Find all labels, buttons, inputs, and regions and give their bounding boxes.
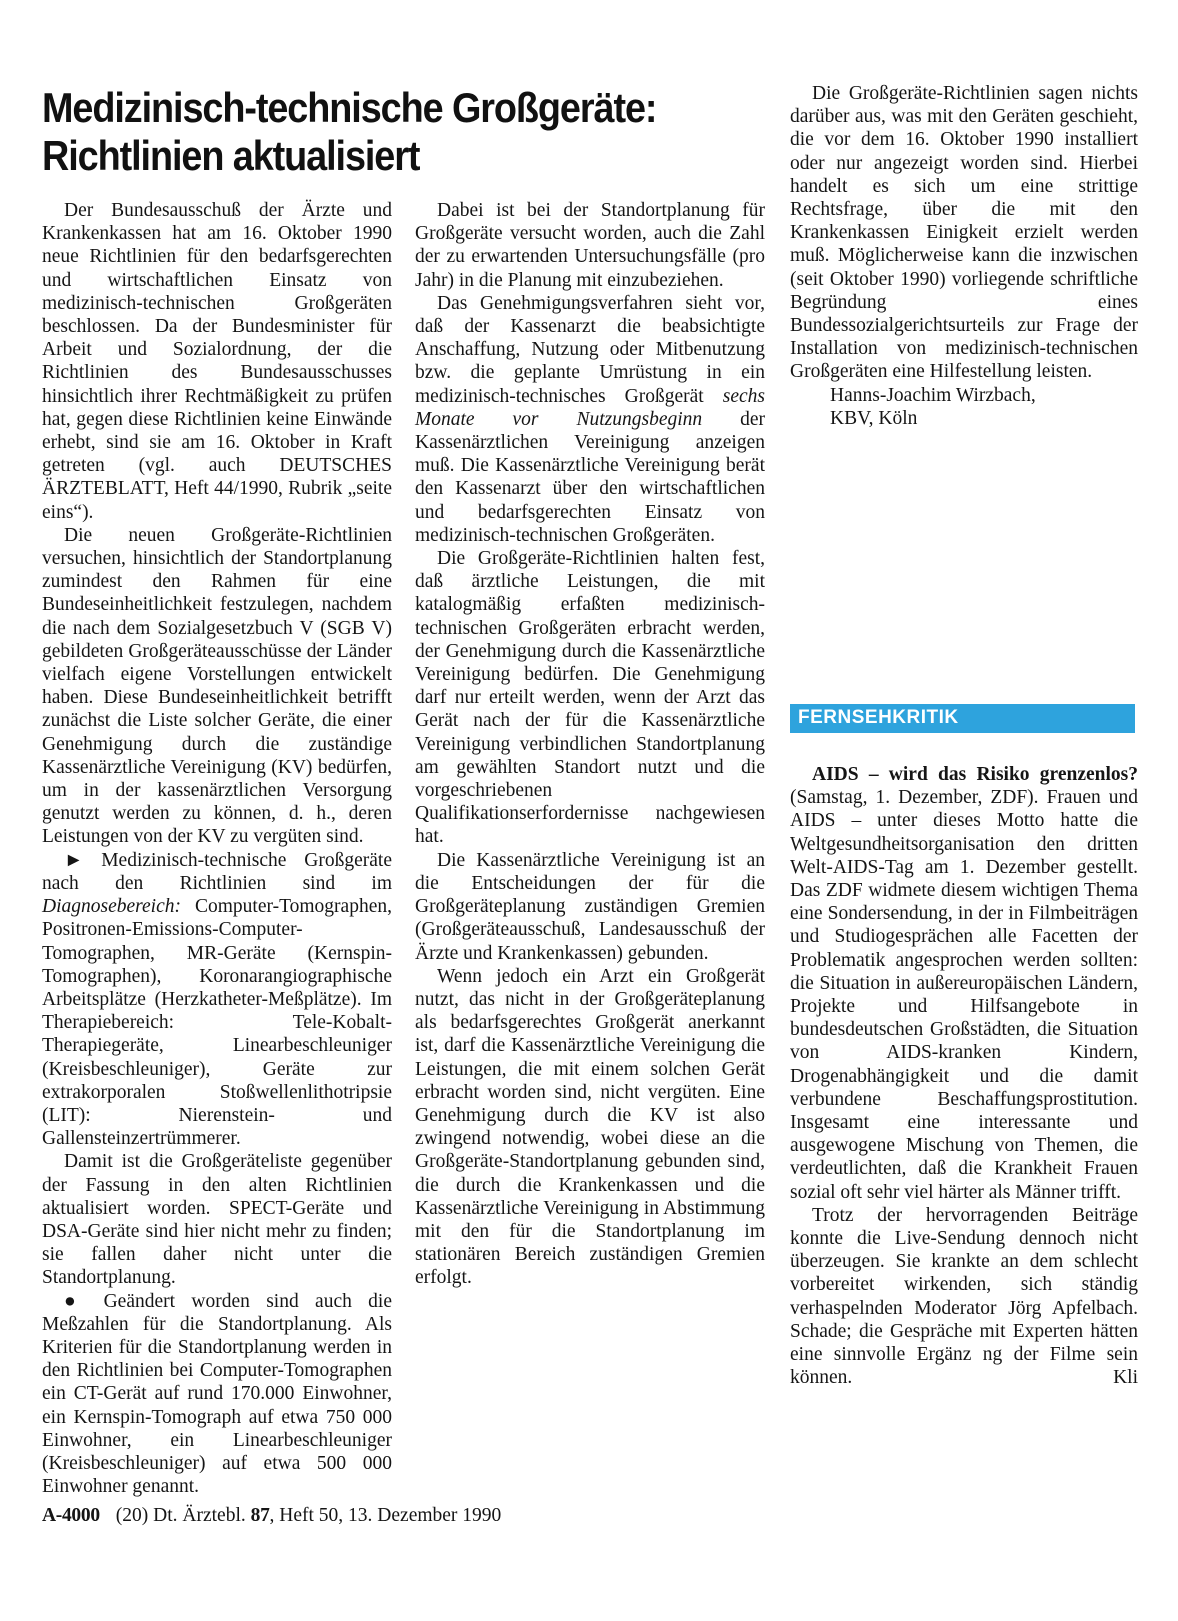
review-headline: AIDS – wird das Risiko grenzenlos?	[812, 764, 1138, 785]
author-name: Hanns-Joachim Wirzbach,	[830, 384, 1036, 406]
paragraph: Trotz der hervorragenden Beiträge konnte die Live-Sendung dennoch nicht überzeugen. Sie krankte an dem schlecht vorbereitet wirkenden, sich ständig verhaspelnden Moderator Jörg Apfelbach. Schade; die Gespräche mit Experten hätten eine sinnvolle Ergänz ng der Filme sein können. Kli	[790, 1204, 1138, 1389]
article-column-1	[42, 199, 392, 1498]
page-footer: A-4000 (20) Dt. Ärztebl. 87, Heft 50, 13. Dezember 1990	[42, 1505, 502, 1526]
paragraph: Die Großgeräte-Richtlinien halten fest, daß ärztliche Leistungen, die mit katalogmäßig erfaßten medizinisch-technischen Großgeräten erbracht werden, der Genehmigung durch die Kassenärztliche Vereinigung bedürfen. Die Genehmigung darf nur erteilt werden, wenn der Arzt das Gerät nach der für die Kassenärztliche Vereinigung verbindlichen Standortplanung am gewählten Standort nutzt und die vorgeschriebenen Qualifikationserfordernisse nachgewiesen hat.	[415, 548, 765, 848]
article-column-2	[415, 199, 765, 1290]
paragraph: AIDS – wird das Risiko grenzenlos? (Samstag, 1. Dezember, ZDF). Frauen und AIDS – unter dieses Motto hatte die Weltgesundheitsorganisation den dritten Welt-AIDS-Tag am 1. Dezember gestellt. Das ZDF widmete diesem wichtigen Thema eine Sondersendung, in der in Filmbeiträgen und Studiogesprächen alle Facetten der Problematik angesprochen werden sollten: die Situation in außereuropäischen Ländern, Projekte und Hilfsangebote in bundesdeutschen Großstädten, die Situation von AIDS-kranken Kindern, Drogenabhängigkeit und die damit verbundene Beschaffungsprostitution. Insgesamt eine interessante und ausgewogene Mischung von Themen, die verdeutlichten, daß die Krankheit Frauen sozial oft sehr viel härter als Männer trifft.	[790, 764, 1138, 1203]
title-line-2: Richtlinien aktualisiert	[42, 132, 420, 179]
paragraph: ● Geändert worden sind auch die Meßzahlen für die Standortplanung. Als Kriterien für die Standortplanung werden in den Richtlinien bei Computer-Tomographen ein CT-Gerät auf rund 170.000 Einwohner, ein Kernspin-Tomograph auf etwa 750 000 Einwohner, ein Linearbeschleuniger (Kreisbeschleuniger) auf etwa 500 000 Einwohner genannt.	[42, 1290, 393, 1498]
triangle-bullet-icon: ►	[64, 849, 84, 871]
paragraph: Das Genehmigungsverfahren sieht vor, daß der Kassenarzt die beabsichtigte Anschaffung, Nutzung oder Mitbenutzung bzw. die geplante Umrüstung in ein medizinisch-technisches Großgerät sechs Monate vor Nutzungsbeginn der Kassenärztlichen Vereinigung anzeigen muß. Die Kassenärztliche Vereinigung berät den Kassenarzt über den wirtschaftlichen und bedarfsgerechten Einsatz von medizinisch-technischen Großgeräten.	[415, 292, 765, 546]
paragraph: Damit ist die Großgeräteliste gegenüber der Fassung in den alten Richtlinien aktualisiert worden. SPECT-Geräte und DSA-Geräte sind hier nicht mehr zu finden; sie fallen daher nicht unter die Standortplanung.	[42, 1151, 392, 1289]
paragraph: ► Medizinisch-technische Großgeräte nach den Richtlinien sind im Diagnosebereich: Computer-Tomographen, Positronen-Emissions-Computer-Tomographen, MR-Geräte (Kernspin-Tomographen), Koronarangiographische Arbeitsplätze (Herzkatheter-Meßplätze). Im Therapiebereich: Tele-Kobalt-Therapiegeräte, Linearbeschleuniger (Kreisbeschleuniger), Geräte zur extrakorporalen Stoßwellenlithotripsie (LIT): Nierenstein- und Gallensteinzertrümmerer.	[42, 849, 393, 1150]
paragraph: Der Bundesausschuß der Ärzte und Krankenkassen hat am 16. Oktober 1990 neue Richtlinien für den bedarfsgerechten und wirtschaftlichen Einsatz von medizinisch-technischen Großgeräten beschlossen. Da der Bundesminister für Arbeit und Sozialordnung, der die Richtlinien des Bundesausschusses hinsichtlich ihrer Rechtmäßigkeit zu prüfen hat, gegen diese Richtlinien keine Einwände erhebt, sind sie am 16. Oktober in Kraft getreten (vgl. auch DEUTSCHES ÄRZTEBLATT, Heft 44/1990, Rubrik „seite eins“).	[42, 200, 392, 523]
review-column	[790, 763, 1138, 1389]
review-signature: Kli	[1113, 1367, 1138, 1389]
circle-bullet-icon: ●	[64, 1290, 88, 1312]
author-organization: KBV, Köln	[830, 407, 918, 429]
section-banner	[790, 704, 1135, 733]
paragraph: Die neuen Großgeräte-Richtlinien versuchen, hinsichtlich der Standortplanung zumindest den Rahmen für eine Bundeseinheitlichkeit festzulegen, nachdem die nach dem Sozialgesetzbuch V (SGB V) gebildeten Großgeräteausschüsse der Länder vielfach eigene Vorstellungen entwickelt haben. Diese Bundeseinheitlichkeit betrifft zunächst die Liste solcher Geräte, die einer Genehmigung durch die zuständige Kassenärztliche Vereinigung (KV) bedürfen, um in der kassenärztlichen Versorgung genutzt werden zu können, d. h., deren Leistungen von der KV zu vergüten sind.	[42, 524, 392, 848]
paragraph: Dabei ist bei der Standortplanung für Großgeräte versucht worden, auch die Zahl der zu erwartenden Untersuchungsfälle (pro Jahr) in die Planung mit einzubeziehen.	[415, 200, 765, 291]
article-column-3	[790, 82, 1138, 430]
emphasis: sechs Monate vor Nutzungsbeginn	[415, 385, 765, 430]
section-banner-label: FERNSEHKRITIK	[798, 707, 959, 728]
paragraph: Die Großgeräte-Richtlinien sagen nichts darüber aus, was mit den Geräten geschieht, die vor dem 16. Oktober 1990 installiert oder nur angezeigt worden sind. Hierbei handelt es sich um eine strittige Rechtsfrage, über die mit den Krankenkassen Einigkeit erzielt werden muß. Möglicherweise kann die inzwischen (seit Oktober 1990) vorliegende schriftliche Begründung eines Bundessozialgerichtsurteils zur Frage der Installation von medizinisch-technischen Großgeräten eine Hilfestellung leisten.	[790, 83, 1138, 383]
paragraph: Die Kassenärztliche Vereinigung ist an die Entscheidungen der für die Großgeräteplanung zuständigen Gremien (Großgeräteausschuß, Landesausschuß der Ärzte und Krankenkassen) gebunden.	[415, 849, 765, 964]
article-title	[42, 84, 657, 180]
paragraph: Wenn jedoch ein Arzt ein Großgerät nutzt, das nicht in der Großgeräteplanung als bedarfsgerechtes Großgerät anerkannt ist, darf die Kassenärztliche Vereinigung die Leistungen, die mit einem solchen Gerät erbracht worden sind, nicht vergüten. Eine Genehmigung durch die KV ist also zwingend notwendig, wobei diese an die Großgeräte-Standortplanung gebunden sind, die durch die Krankenkassen und die Kassenärztliche Vereinigung in Abstimmung mit den für die Standortplanung im stationären Bereich zuständigen Gremien erfolgt.	[415, 965, 765, 1289]
title-line-1: Medizinisch-technische Großgeräte:	[42, 84, 657, 131]
emphasis: Diagnosebereich:	[42, 896, 181, 918]
page-number: A-4000	[42, 1505, 100, 1526]
volume-number: 87	[250, 1505, 270, 1526]
